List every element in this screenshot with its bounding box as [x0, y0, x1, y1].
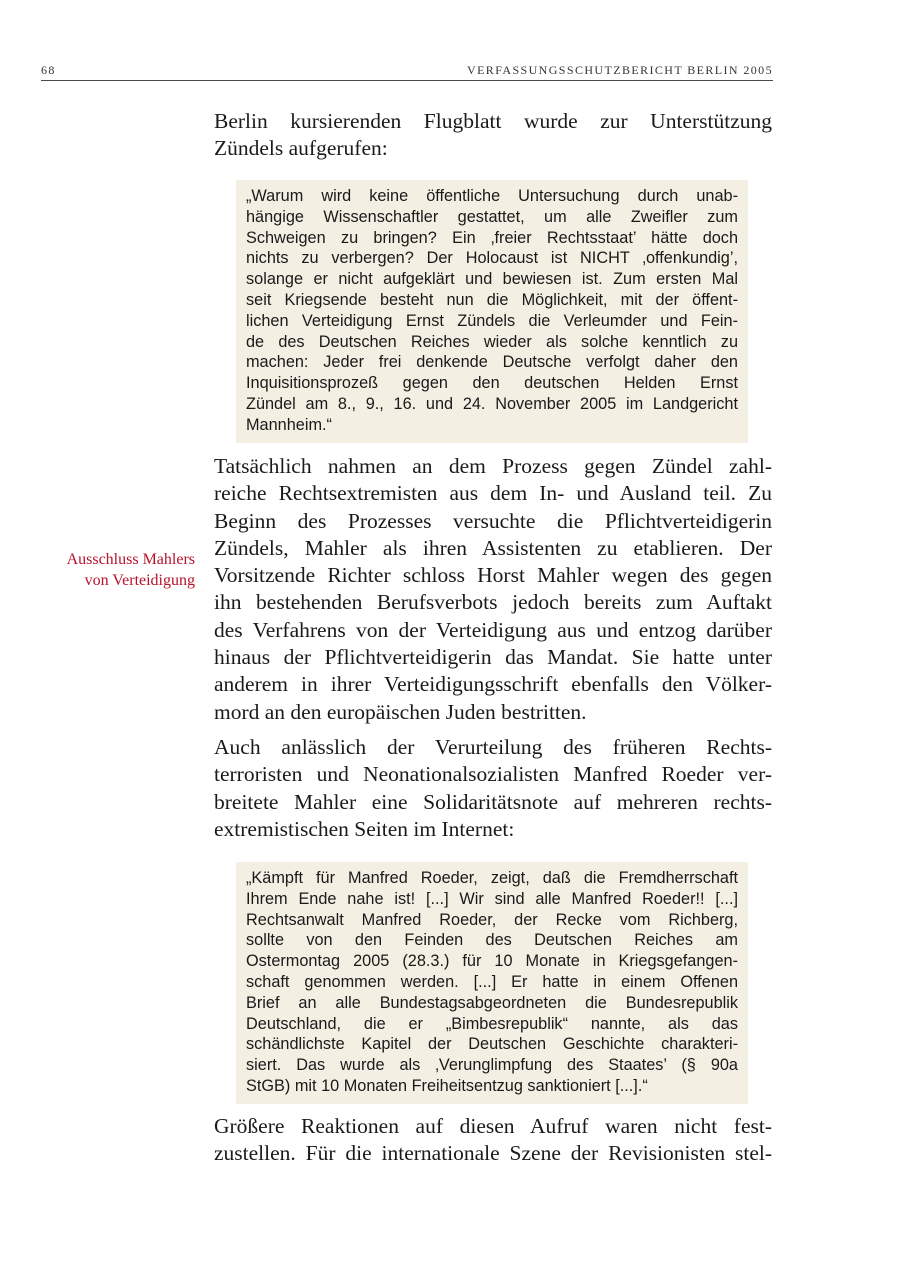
text-line: Vorsitzende Richter schloss Horst Mahler wegen des gegen — [214, 563, 772, 588]
text-line: ihn bestehenden Berufsverbots jedoch bereits zum Auftakt — [214, 590, 772, 615]
quote-line: de des Deutschen Reiches wieder als solche kenntlich zu — [246, 332, 738, 351]
text-line: terroristen und Neonationalsozialisten Manfred Roeder ver- — [214, 762, 772, 787]
quote-line: „Kämpft für Manfred Roeder, zeigt, daß die Fremdherrschaft — [246, 869, 738, 887]
quote-block-2 — [236, 862, 748, 1104]
paragraph-2 — [214, 453, 772, 726]
quote-line: Brief an alle Bundestagsabgeordneten die Bundesrepublik — [246, 993, 738, 1012]
quote-line: schaft genommen werden. [...] Er hatte in einem Offenen — [246, 972, 738, 991]
page-number: 68 — [41, 63, 56, 77]
quote-line: sollte von den Feinden des Deutschen Reiches am — [246, 931, 738, 950]
quote-line: Schweigen zu bringen? Ein ‚freier Rechtsstaat’ hätte doch — [246, 228, 738, 247]
quote-line: Ostermontag 2005 (28.3.) für 10 Monate in Kriegsgefangen- — [246, 952, 738, 971]
text-line: Auch anlässlich der Verurteilung des früheren Rechts- — [214, 735, 772, 759]
text-line: Zündels aufgerufen: — [214, 136, 388, 161]
quote-line: seit Kriegsende besteht nun die Möglichkeit, mit der öffent- — [246, 290, 738, 309]
quote-line: machen: Jeder frei denkende Deutsche verfolgt daher den — [246, 353, 738, 372]
quote-line: lichen Verteidigung Ernst Zündels die Verleumder und Fein- — [246, 311, 738, 330]
quote-line: solange er nicht aufgeklärt und bewiesen ist. Zum ersten Mal — [246, 270, 738, 289]
text-line: Beginn des Prozesses versuchte die Pflichtverteidigerin — [214, 508, 772, 533]
text-line: extremistischen Seiten im Internet: — [214, 816, 515, 841]
text-line: zustellen. Für die internationale Szene der Revisionisten stel- — [214, 1141, 772, 1166]
text-line: des Verfahrens von der Verteidigung aus und entzog darüber — [214, 617, 772, 642]
text-line: Berlin kursierenden Flugblatt wurde zur Unterstützung — [214, 109, 772, 133]
quote-line: siert. Das wurde als ‚Verunglimpfung des Staates’ (§ 90a — [246, 1056, 738, 1075]
text-line: breitete Mahler eine Solidaritätsnote auf mehreren rechts- — [214, 789, 772, 814]
paragraph-1 — [214, 108, 772, 163]
quote-line: Ihrem Ende nahe ist! [...] Wir sind alle Manfred Roeder!! [...] — [246, 889, 738, 908]
margin-note — [30, 549, 195, 591]
text-line: Größere Reaktionen auf diesen Aufruf waren nicht fest- — [214, 1114, 772, 1138]
text-line: Zündels, Mahler als ihren Assistenten zu etablieren. Der — [214, 535, 772, 560]
quote-line: Deutschland, die er „Bimbesrepublik“ nannte, als das — [246, 1014, 738, 1033]
quote-line: Zündel am 8., 9., 16. und 24. November 2005 im Landgericht — [246, 394, 738, 413]
text-line: hinaus der Pflichtverteidigerin das Mandat. Sie hatte unter — [214, 645, 772, 670]
quote-line: StGB) mit 10 Monaten Freiheitsentzug sanktioniert [...].“ — [246, 1076, 648, 1095]
quote-line: Mannheim.“ — [246, 415, 332, 434]
text-line: mord an den europäischen Juden bestritten. — [214, 699, 587, 724]
text-line: anderem in ihrer Verteidigungsschrift ebenfalls den Völker- — [214, 672, 772, 697]
paragraph-3 — [214, 734, 772, 843]
margin-note-line: Ausschluss Mahlers — [66, 551, 195, 568]
running-title: VERFASSUNGSSCHUTZBERICHT BERLIN 2005 — [467, 63, 773, 77]
quote-line: hängige Wissenschaftler gestattet, um alle Zweifler zum — [246, 207, 738, 226]
quote-line: „Warum wird keine öffentliche Untersuchung durch unab- — [246, 187, 738, 205]
paragraph-4 — [214, 1113, 772, 1168]
quote-block-1 — [236, 180, 748, 443]
text-line: Tatsächlich nahmen an dem Prozess gegen Zündel zahl- — [214, 454, 772, 478]
quote-line: Inquisitionsprozeß gegen den deutschen Helden Ernst — [246, 374, 738, 393]
quote-line: nichts zu verbergen? Der Holocaust ist NICHT ‚offenkundig’, — [246, 249, 738, 268]
margin-note-line: von Verteidigung — [84, 572, 195, 589]
running-header — [41, 60, 773, 81]
quote-line: Rechtsanwalt Manfred Roeder, der Recke vom Richberg, — [246, 910, 738, 929]
text-line: reiche Rechtsextremisten aus dem In- und Ausland teil. Zu — [214, 481, 772, 506]
quote-line: schändlichste Kapitel der Deutschen Geschichte charakteri- — [246, 1035, 738, 1054]
